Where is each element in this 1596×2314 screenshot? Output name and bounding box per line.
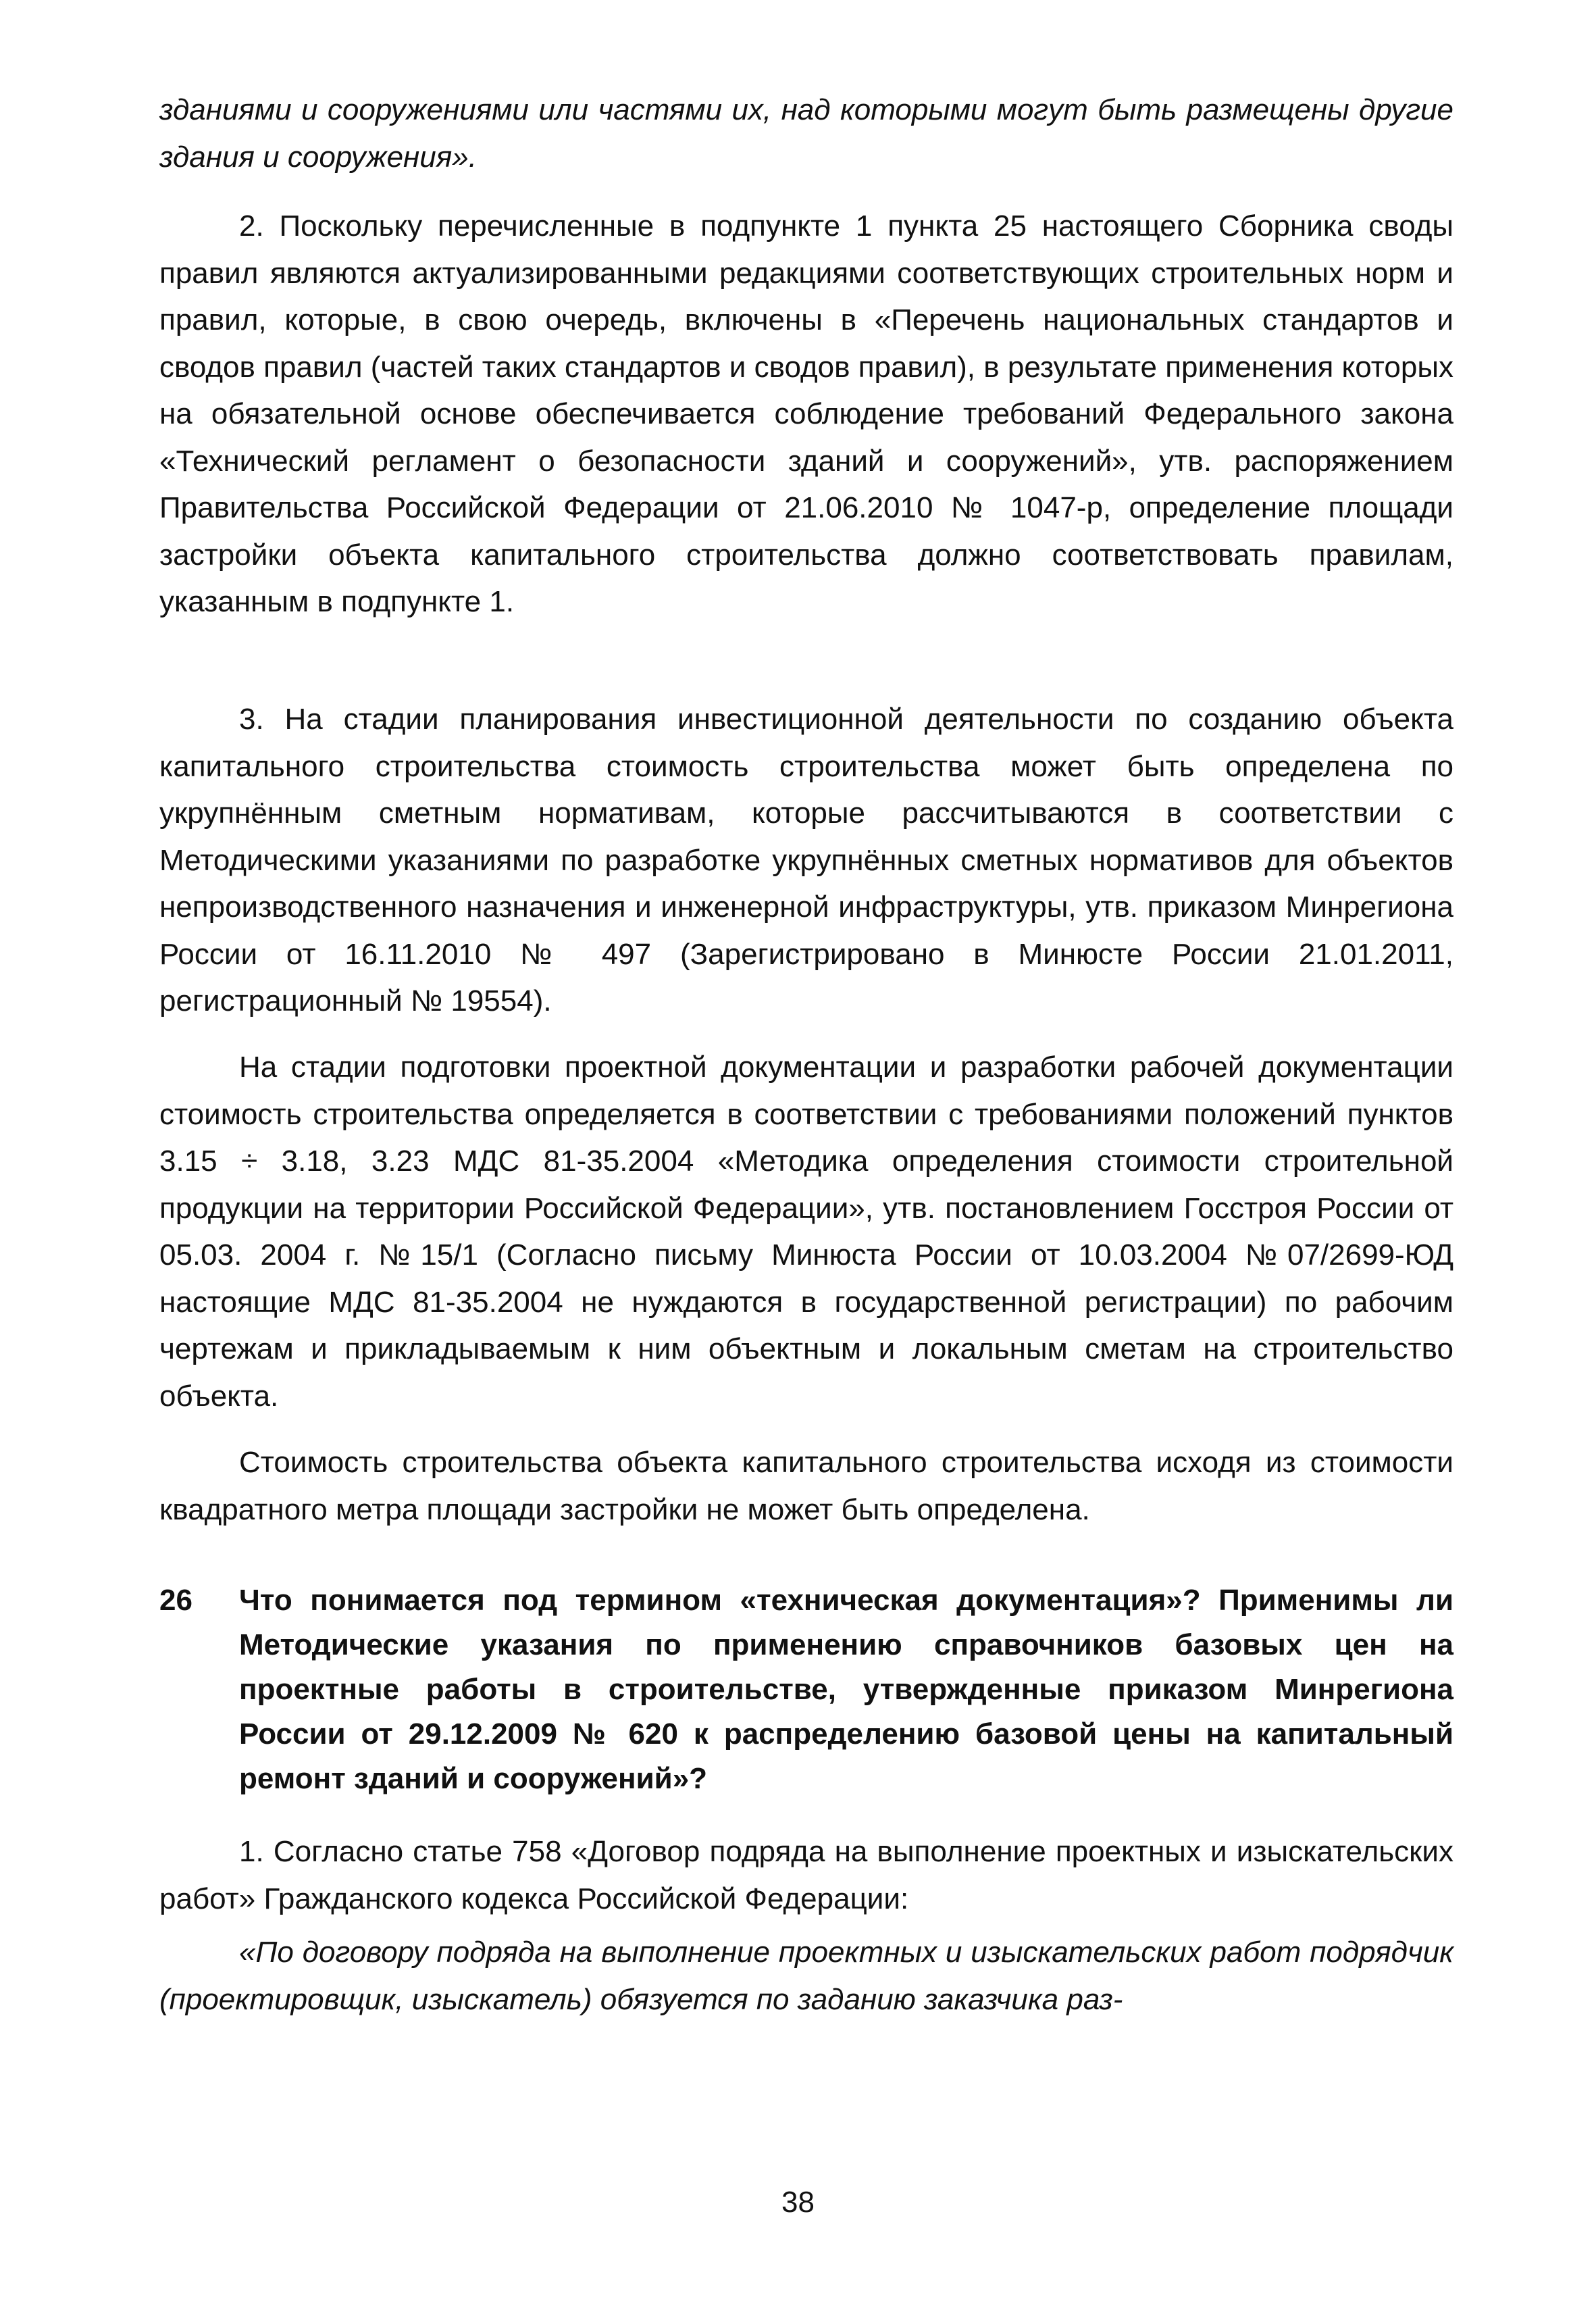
question-number: 26 [159, 1584, 192, 1617]
page-number: 38 [781, 2186, 815, 2219]
design-stage-paragraph: На стадии подготовки проектной документации и разработки рабочей документации стоимость строительства определяется в соответствии с требованиями положений пунктов 3.15 ÷ 3.18, 3.23 МДС 81-35.2004 «Методика определения стоимости строительной продукции на территории Российской Федерации», утв. постановлением Госстроя России от 05.03. 2004 г. №15/1 (Согласно письму Минюста России от 10.03.2004 №07/2699-ЮД настоящие МДС 81-35.2004 не нуждаются в государственной регистрации) по рабочим чертежам и прикладываемым к ним объектным и локальным сметам на строительство объекта. [159, 1051, 1453, 1413]
item-2-paragraph: 2. Поскольку перечисленные в подпункте 1 пункта 25 настоящего Сборника своды правил являются актуализированными редакциями соответствующих строительных норм и правил, которые, в свою очередь, включены в «Перечень национальных стандартов и сводов правил (частей таких стандартов и сводов правил), в результате применения которых на обязательной основе обеспечивается соблюдение требований Федерального закона «Технический регламент о безопасности зданий и сооружений», утв. распоряжением Правительства Российской Федерации от 21.06.2010 № 1047-р, определение площади застройки объекта капитального строительства должно соответствовать правилам, указанным в подпункте 1. [159, 209, 1453, 618]
cost-per-sqm-paragraph: Стоимость строительства объекта капитального строительства исходя из стоимости квадратного метра площади застройки не может быть определена. [159, 1446, 1453, 1526]
item-3-paragraph: 3. На стадии планирования инвестиционной деятельности по созданию объекта капитального строительства стоимость строительства может быть определена по укрупнённым сметным нормативам, которые рассчитываются в соответствии с Методическими указаниями по разработке укрупнённых сметных нормативов для объектов непроизводственного назначения и инженерной инфраструктуры, утв. приказом Минрегиона России от 16.11.2010 № 497 (Зарегистрировано в Минюсте России 21.01.2011, регистрационный № 19554). [159, 703, 1453, 1017]
carryover-quote-paragraph: зданиями и сооружениями или частями их, над которыми могут быть размещены другие здания и сооружения». [159, 93, 1453, 174]
question-heading [159, 1578, 1453, 1801]
answer-1-paragraph: 1. Согласно статье 758 «Договор подряда на выполнение проектных и изыскательских работ» Гражданского кодекса Российской Федерации: [159, 1835, 1453, 1915]
answer-quote-paragraph: «По договору подряда на выполнение проектных и изыскательских работ подрядчик (проектировщик, изыскатель) обязуется по заданию заказчика раз- [159, 1936, 1453, 2016]
question-text: Что понимается под термином «техническая документация»? Применимы ли Методические указания по применению справочников базовых цен на проектные работы в строительстве, утвержденные приказом Минрегиона России от 29.12.2009 № 620 к распределению базовой цены на капитальный ремонт зданий и сооружений»? [239, 1584, 1453, 1795]
